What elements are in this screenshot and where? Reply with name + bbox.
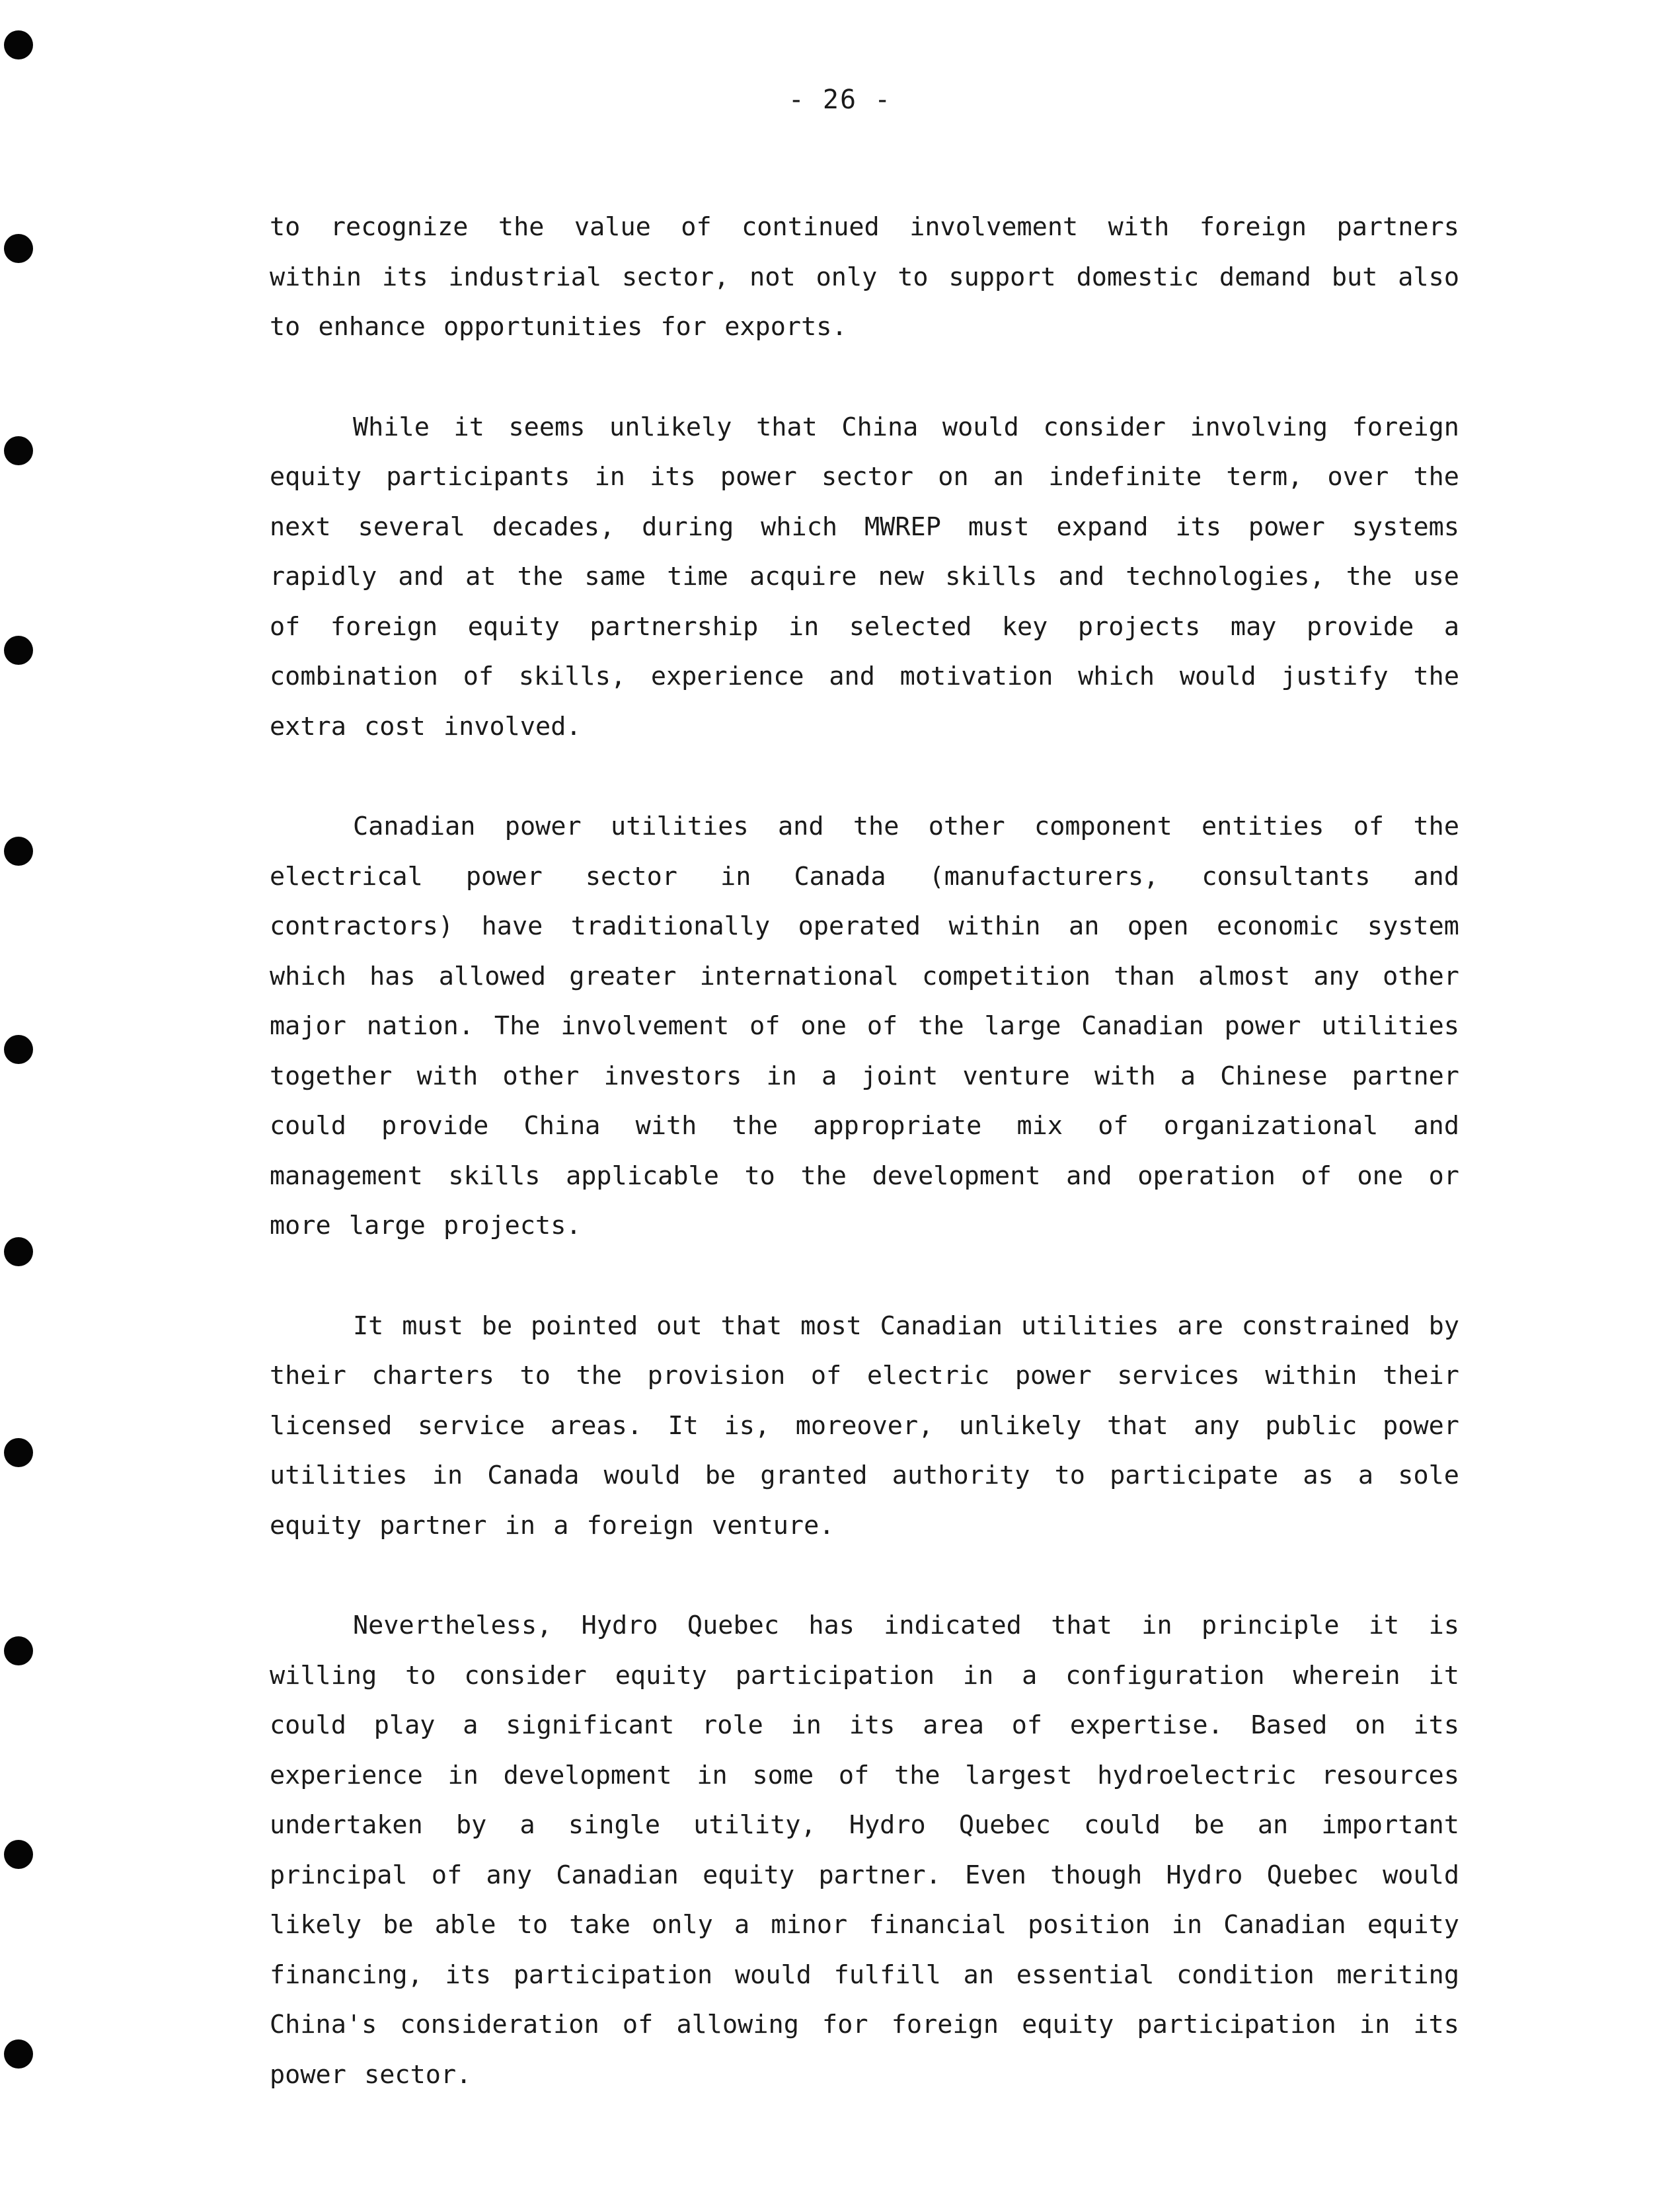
- body-text: [270, 202, 1459, 2150]
- paragraph-foreign-equity: While it seems unlikely that China would consider involving foreign equity participants in its power sector on an indefinite term, over the next several decades, during which MWREP must expand its power systems rapidly and at the same time acquire new skills and technologies, the use of foreign equity partnership in selected key projects may provide a combination of skills, experience and motivation which would justify the extra cost involved.: [270, 412, 1459, 742]
- punch-hole-mark: [4, 837, 33, 866]
- punch-hole-mark: [4, 1237, 33, 1266]
- punch-hole-mark: [4, 2039, 33, 2069]
- paragraph-canadian-utilities: Canadian power utilities and the other component entities of the electrical power sector in Canada (manufacturers, consultants and contractors) have traditionally operated within an open economic system which has allowed greater international competition than almost any other major nation. The involvement of one of the large Canadian power utilities together with other investors in a joint venture with a Chinese partner could provide China with the appropriate mix of organizational and management skills applicable to the development and operation of one or more large projects.: [270, 812, 1459, 1240]
- punch-hole-mark: [4, 1438, 33, 1467]
- punch-hole-mark: [4, 1035, 33, 1064]
- paragraph-hydro-quebec: Nevertheless, Hydro Quebec has indicated that in principle it is willing to consider equity participation in a configuration wherein it could play a significant role in its area of expertise. Based on its experience in development in some of the largest hydroelectric resources undertaken by a single utility, Hydro Quebec could be an important principal of any Canadian equity partner. Even though Hydro Quebec would likely be able to take only a minor financial position in Canadian equity financing, its participation would fulfill an essential condition meriting China's consideration of allowing for foreign equity participation in its power sector.: [270, 1611, 1459, 2090]
- punch-hole-mark: [4, 234, 33, 263]
- punch-hole-mark: [4, 636, 33, 665]
- punch-hole-mark: [4, 30, 33, 59]
- paragraph-charter-constraints: It must be pointed out that most Canadian utilities are constrained by their charters to the provision of electric power services within their licensed service areas. It is, moreover, unlikely that any public power utilities in Canada would be granted authority to participate as a sole equity partner in a foreign venture.: [270, 1311, 1459, 1540]
- punch-hole-mark: [4, 436, 33, 465]
- punch-hole-mark: [4, 1636, 33, 1665]
- paragraph-continued: to recognize the value of continued involvement with foreign partners within its industrial sector, not only to support domestic demand but also to enhance opportunities for exports.: [270, 212, 1459, 342]
- page-number: - 26 -: [788, 85, 892, 115]
- punch-hole-mark: [4, 1840, 33, 1869]
